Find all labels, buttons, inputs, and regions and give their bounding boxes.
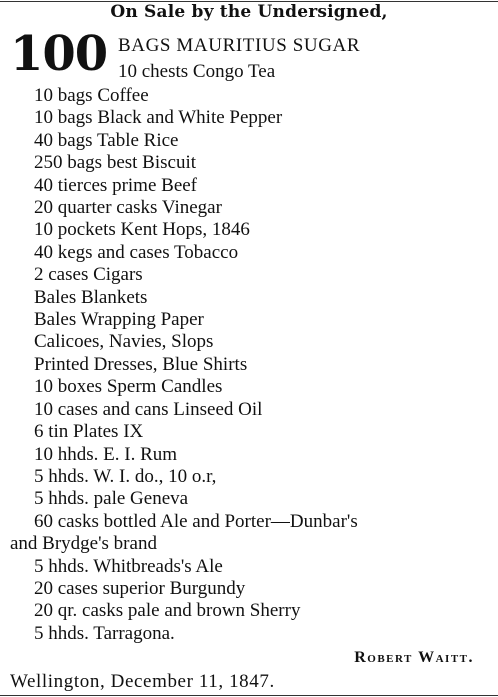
dateline: Wellington, December 11, 1847. — [10, 671, 275, 692]
lead-item-sugar: BAGS MAURITIUS SUGAR — [118, 35, 361, 56]
list-item: 10 hhds. E. I. Rum — [34, 443, 178, 465]
list-item: 40 bags Table Rice — [34, 129, 179, 151]
list-item: 10 bags Black and White Pepper — [34, 107, 283, 129]
list-item: 250 bags best Biscuit — [34, 152, 197, 174]
large-quantity-number: 100 — [10, 26, 108, 82]
list-item-continuation: and Brydge's brand — [10, 533, 157, 555]
list-item: 5 hhds. pale Geneva — [34, 488, 189, 510]
list-item: Bales Wrapping Paper — [34, 309, 204, 331]
list-item: 10 cases and cans Linseed Oil — [34, 398, 263, 420]
list-item: 5 hhds. Whitbreads's Ale — [34, 555, 223, 577]
list-item: 40 kegs and cases Tobacco — [34, 241, 239, 263]
list-item: Printed Dresses, Blue Shirts — [34, 353, 248, 375]
list-item: 10 bags Coffee — [34, 85, 149, 106]
lead-item-tea: 10 chests Congo Tea — [118, 61, 276, 82]
goods-list — [10, 85, 358, 645]
advertisement-heading: On Sale by the Undersigned, — [110, 2, 388, 22]
list-item: Bales Blankets — [34, 286, 148, 308]
list-item: 10 boxes Sperm Candles — [34, 376, 223, 398]
list-item: 40 tierces prime Beef — [34, 174, 198, 196]
list-item: 5 hhds. Tarragona. — [34, 622, 175, 644]
bottom-rule — [0, 695, 498, 696]
list-item: 20 quarter casks Vinegar — [34, 197, 222, 219]
list-item: 5 hhds. W. I. do., 10 o.r, — [34, 465, 217, 487]
merchant-signature: Robert Waitt. — [354, 649, 474, 666]
list-item: 2 cases Cigars — [34, 264, 143, 286]
list-item: 20 cases superior Burgundy — [34, 577, 246, 599]
list-item: 60 casks bottled Ale and Porter—Dunbar's — [34, 510, 358, 532]
list-item: Calicoes, Navies, Slops — [34, 331, 214, 353]
list-item: 10 pockets Kent Hops, 1846 — [34, 219, 250, 241]
list-item: 6 tin Plates IX — [34, 421, 144, 443]
list-item: 20 qr. casks pale and brown Sherry — [34, 600, 301, 622]
